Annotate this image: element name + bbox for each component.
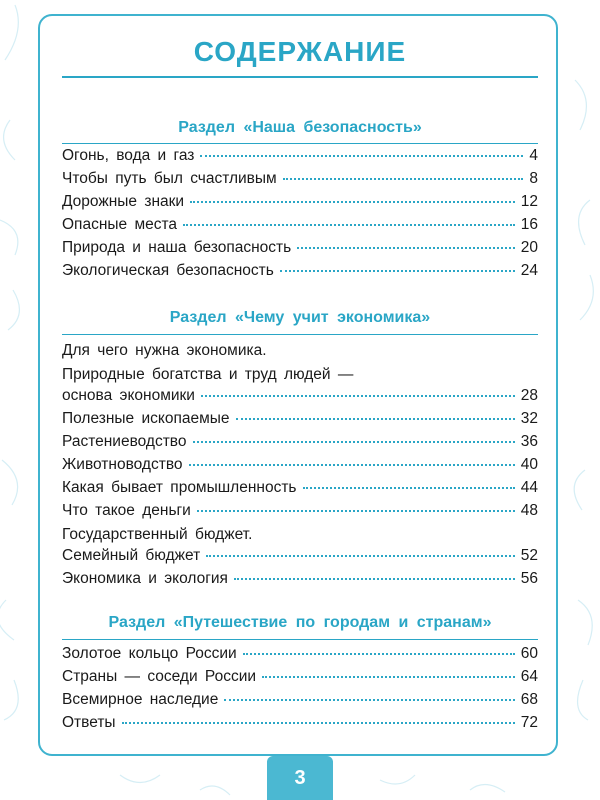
dot-leader bbox=[183, 224, 515, 226]
toc-entry-page: 64 bbox=[520, 668, 538, 685]
toc-entry[interactable] bbox=[62, 147, 538, 169]
dot-leader bbox=[206, 555, 515, 557]
dot-leader bbox=[201, 395, 515, 397]
toc-entry-title: Природа и наша безопасность bbox=[62, 239, 292, 256]
toc-entry-page: 4 bbox=[529, 147, 538, 164]
section-heading-economics: Раздел «Чему учит экономика» bbox=[169, 309, 431, 326]
toc-entry[interactable] bbox=[62, 456, 538, 478]
toc-entry-title: Страны — соседи России bbox=[62, 668, 257, 685]
toc-entry-title: Животноводство bbox=[62, 456, 183, 473]
toc-entry-page: 32 bbox=[520, 410, 538, 427]
toc-entry[interactable] bbox=[62, 691, 538, 713]
toc-entry-title: Что такое деньги bbox=[62, 502, 191, 519]
toc-entry[interactable] bbox=[62, 262, 538, 284]
toc-entry-page: 48 bbox=[520, 502, 538, 519]
dot-leader bbox=[193, 441, 515, 443]
dot-leader bbox=[283, 178, 524, 180]
toc-entry-title: Экономика и экология bbox=[62, 570, 228, 587]
dot-leader bbox=[262, 676, 515, 678]
dot-leader bbox=[190, 201, 515, 203]
toc-entry[interactable] bbox=[62, 216, 538, 238]
title-divider bbox=[62, 76, 538, 78]
dot-leader bbox=[197, 510, 515, 512]
toc-entry[interactable] bbox=[62, 570, 538, 592]
toc-entry-page: 36 bbox=[520, 433, 538, 450]
toc-entry-page: 44 bbox=[520, 479, 538, 496]
page-title: СОДЕРЖАНИЕ bbox=[193, 36, 407, 67]
toc-entry[interactable] bbox=[62, 668, 538, 690]
toc-entry-page: 72 bbox=[520, 714, 538, 731]
toc-entry[interactable] bbox=[62, 547, 538, 569]
toc-entry-page: 40 bbox=[520, 456, 538, 473]
dot-leader bbox=[303, 487, 515, 489]
dot-leader bbox=[280, 270, 515, 272]
toc-entry-title[interactable]: Государственный бюджет. bbox=[62, 526, 253, 543]
toc-entry-title: Полезные ископаемые bbox=[62, 410, 230, 427]
toc-entry-page: 24 bbox=[520, 262, 538, 279]
toc-entry-page: 56 bbox=[520, 570, 538, 587]
toc-entry-title: Семейный бюджет bbox=[62, 547, 201, 564]
toc-entry-page: 60 bbox=[520, 645, 538, 662]
toc-entry-title: Экологическая безопасность bbox=[62, 262, 274, 279]
toc-entry-title: Опасные места bbox=[62, 216, 178, 233]
toc-entry[interactable] bbox=[62, 239, 538, 261]
section-divider bbox=[62, 143, 538, 144]
dot-leader bbox=[297, 247, 515, 249]
toc-entry-title[interactable]: Природные богатства и труд людей — bbox=[62, 366, 354, 383]
toc-entry-title: Золотое кольцо России bbox=[62, 645, 237, 662]
toc-entry-page: 8 bbox=[529, 170, 538, 187]
toc-entry[interactable] bbox=[62, 433, 538, 455]
toc-entry-title[interactable]: Для чего нужна экономика. bbox=[62, 342, 267, 359]
toc-entry-title: Всемирное наследие bbox=[62, 691, 219, 708]
toc-entry[interactable] bbox=[62, 170, 538, 192]
dot-leader bbox=[234, 578, 515, 580]
page-number-tab bbox=[267, 756, 333, 800]
toc-entry-page: 12 bbox=[520, 193, 538, 210]
toc-entry[interactable] bbox=[62, 502, 538, 524]
toc-entry[interactable] bbox=[62, 645, 538, 667]
toc-entry-title: Ответы bbox=[62, 714, 116, 731]
toc-entry-title: Огонь, вода и газ bbox=[62, 147, 195, 164]
section-heading-travel: Раздел «Путешествие по городам и странам» bbox=[108, 614, 492, 631]
toc-entry-page: 68 bbox=[520, 691, 538, 708]
dot-leader bbox=[122, 722, 515, 724]
dot-leader bbox=[189, 464, 515, 466]
toc-entry[interactable] bbox=[62, 387, 538, 409]
section-divider bbox=[62, 639, 538, 640]
toc-entry-page: 20 bbox=[520, 239, 538, 256]
toc-entry-title: Чтобы путь был счастливым bbox=[62, 170, 277, 187]
toc-entry[interactable] bbox=[62, 479, 538, 501]
toc-entry-title: Какая бывает промышленность bbox=[62, 479, 297, 496]
toc-entry[interactable] bbox=[62, 714, 538, 736]
toc-entry[interactable] bbox=[62, 410, 538, 432]
toc-entry-page: 16 bbox=[520, 216, 538, 233]
toc-entry-page: 28 bbox=[520, 387, 538, 404]
dot-leader bbox=[224, 699, 514, 701]
dot-leader bbox=[243, 653, 515, 655]
section-heading-safety: Раздел «Наша безопасность» bbox=[178, 119, 422, 136]
dot-leader bbox=[236, 418, 515, 420]
page-number: 3 bbox=[294, 766, 306, 789]
toc-entry-page: 52 bbox=[520, 547, 538, 564]
toc-entry[interactable] bbox=[62, 193, 538, 215]
toc-entry-title: основа экономики bbox=[62, 387, 195, 404]
toc-entry-title: Растениеводство bbox=[62, 433, 187, 450]
toc-entry-title: Дорожные знаки bbox=[62, 193, 185, 210]
dot-leader bbox=[200, 155, 523, 157]
section-divider bbox=[62, 334, 538, 335]
